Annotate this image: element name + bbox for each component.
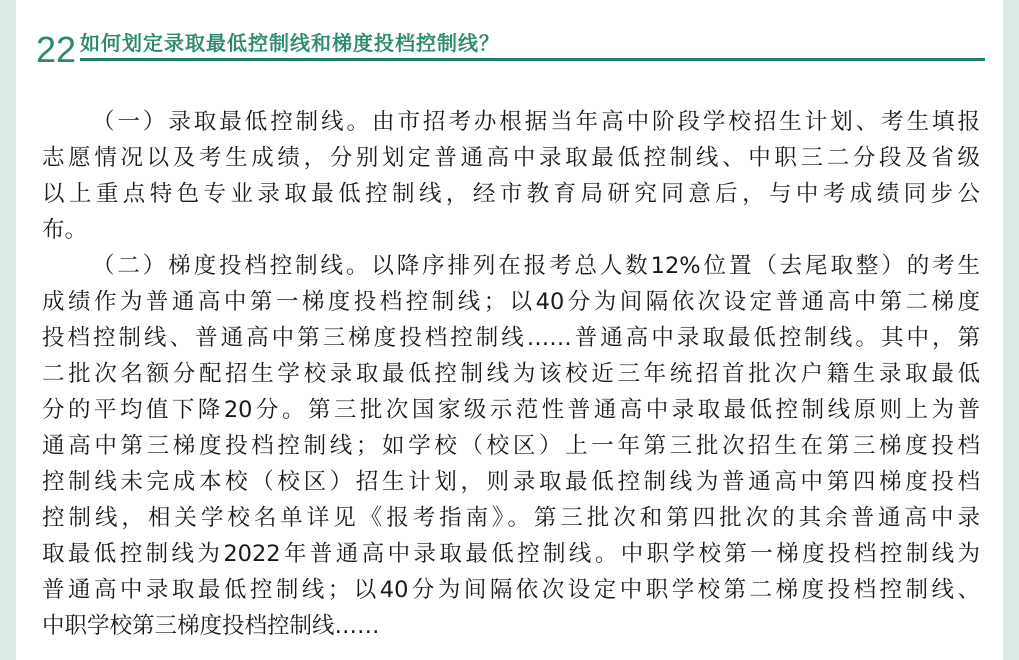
text-line: 通高中第三梯度投档控制线；如学校（校区）上一年第三批次招生在第三梯度投档 — [42, 433, 980, 459]
text-line: （二）梯度投档控制线。以降序排列在报考总人数12%位置（去尾取整）的考生 — [92, 253, 980, 279]
text-line: 控制线，相关学校名单详见《报考指南》。第三批次和第四批次的其余普通高中录 — [42, 505, 980, 531]
text-line: 志愿情况以及考生成绩，分别划定普通高中录取最低控制线、中职三二分段及省级 — [42, 145, 980, 171]
text-line: 二批次名额分配招生学校录取最低控制线为该校近三年统招首批次户籍生录取最低 — [42, 361, 980, 387]
answer-body — [42, 104, 980, 644]
text-line: 中职学校第三梯度投档控制线…… — [42, 613, 380, 639]
text-line: 成绩作为普通高中第一梯度投档控制线；以40分为间隔依次设定普通高中第二梯度 — [42, 289, 980, 315]
text-line: 普通高中录取最低控制线；以40分为间隔依次设定中职学校第二梯度投档控制线、 — [42, 577, 980, 603]
text-line: 分的平均值下降20分。第三批次国家级示范性普通高中录取最低控制线原则上为普 — [42, 397, 980, 423]
text-line: 以上重点特色专业录取最低控制线，经市教育局研究同意后，与中考成绩同步公 — [42, 181, 980, 207]
text-line: 控制线未完成本校（校区）招生计划，则录取最低控制线为普通高中第四梯度投档 — [42, 469, 980, 495]
question-title: 如何划定录取最低控制线和梯度投档控制线？ — [80, 28, 985, 61]
left-border-strip — [0, 0, 16, 660]
text-line: 取最低控制线为2022年普通高中录取最低控制线。中职学校第一梯度投档控制线为 — [42, 541, 980, 567]
question-number: 22 — [36, 29, 77, 70]
text-line: 布。 — [42, 217, 88, 243]
right-border-strip — [1003, 0, 1019, 660]
text-line: 投档控制线、普通高中第三梯度投档控制线……普通高中录取最低控制线。其中，第 — [42, 325, 980, 351]
text-line: （一）录取最低控制线。由市招考办根据当年高中阶段学校招生计划、考生填报 — [92, 109, 980, 135]
